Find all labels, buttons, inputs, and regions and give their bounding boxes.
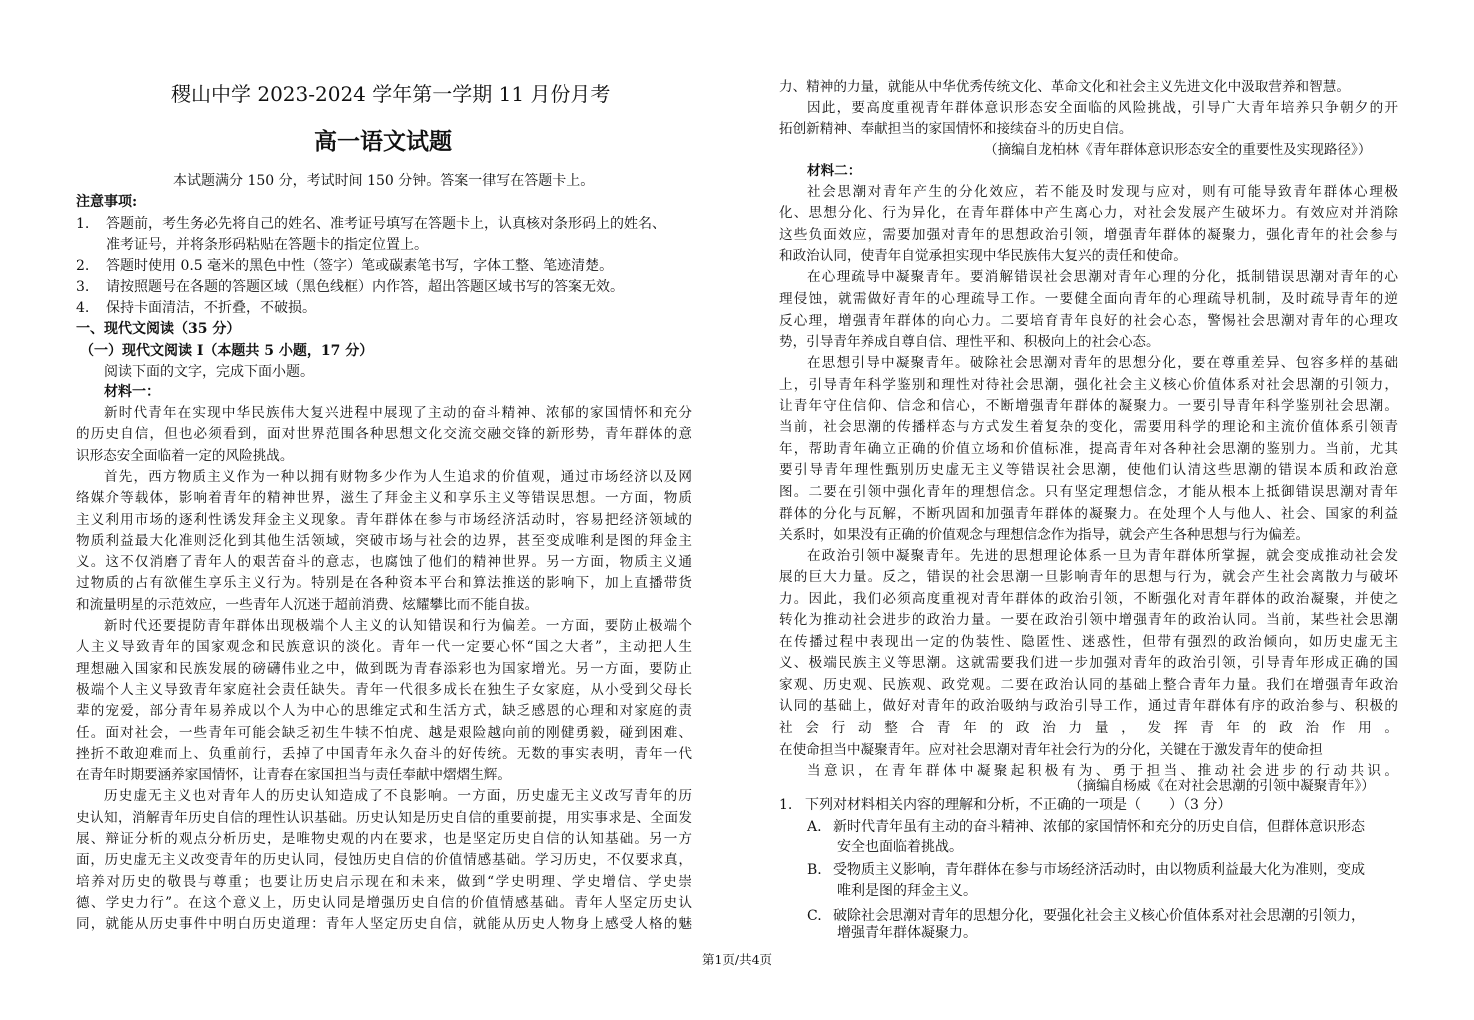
exam-info: 本试题满分 150 分，考试时间 150 分钟。答案一律写在答题卡上。 xyxy=(173,173,595,189)
text-line: 展、辩证分析的观点分析历史，是唯物史观的内在要求，也是坚定历史自信的认知基础。另一方 xyxy=(76,831,692,847)
text-line: 和流量明星的示范效应，一些青年人沉迷于超前消费、炫耀攀比而不能自拔。 xyxy=(76,596,539,613)
text-line: 家观、历史观、民族观、政党观。二要在政治认同的基础上整合青年力量。我们在增强青年政治 xyxy=(779,677,1398,693)
text-line: 培养对历史的敬畏与尊重；也要让历史启示现在和未来，做到“学史明理、学史增信、学史崇 xyxy=(76,873,692,890)
source-citation: （摘编自龙柏林《青年群体意识形态安全的重要性及实现路径》） xyxy=(984,142,1372,158)
exam-title: 高一语文试题 xyxy=(314,128,452,155)
instruction: 阅读下面的文字，完成下面小题。 xyxy=(104,364,314,380)
text-line: 和政治认同，使青年自觉承担实现中华民族伟大复兴的责任和使命。 xyxy=(779,248,1187,264)
question-number: 1. xyxy=(779,797,793,813)
text-line: 因此，要高度重视青年群体意识形态安全面临的风险挑战，引导广大青年培养只争朝夕的开 xyxy=(807,100,1398,116)
text-line: 面，历史虚无主义改变青年的历史认同，侵蚀历史自信的价值情感基础。学习历史，不仅要求真， xyxy=(76,852,692,869)
page-footer: 第1页/共4页 xyxy=(701,952,773,967)
text-line: 主义利用市场的逐利性诱发拜金主义现象。青年群体在参与市场经济活动时，容易把经济领域的 xyxy=(76,511,692,528)
text-line: 当前，社会思潮的传播样态与方式发生着复杂的变化，需要用科学的理论和主流价值体系引领青 xyxy=(779,419,1398,435)
text-line: 化、思想分化、行为异化，在青年群体中产生离心力，对社会发展产生破坏力。有效应对并消除 xyxy=(779,205,1398,221)
notice-item: 答题时使用 0.5 毫米的黑色中性（签字）笔或碳素笔书写，字体工整、笔迹清楚。 xyxy=(106,258,614,274)
text-line: 势，引导青年养成自尊自信、理性平和、积极向上的社会心态。 xyxy=(779,334,1160,350)
notice-num: 1. xyxy=(76,216,90,232)
text-line: 关系时，如果没有正确的价值观念与理想信念作为指导，就会产生各种思想与行为偏差。 xyxy=(779,527,1310,543)
text-line: 年，帮助青年确立正确的价值立场和价值标准，提高青年对各种社会思潮的鉴别力。当前，尤其 xyxy=(779,441,1398,457)
text-line: 图。二要在引领中强化青年的理想信念。只有坚定理想信念，才能从根本上抵御错误思潮对青年 xyxy=(779,484,1398,500)
text-line: 辈的宠爱，部分青年易养成以个人为中心的思维定式和生活方式，缺乏感恩的心理和对家庭的责 xyxy=(76,703,692,720)
text-line: 历史虚无主义也对青年人的历史认知造成了不良影响。一方面，历史虚无主义改写青年的历 xyxy=(104,788,692,805)
text-line: 在传播过程中表现出一定的伪装性、隐匿性、迷惑性，但带有强烈的政治倾向，如历史虚无主 xyxy=(779,634,1398,650)
material-label: 材料二： xyxy=(807,163,862,179)
text-line: 在青年时期要涵养家国情怀，让青春在家国担当与责任奉献中熠熠生辉。 xyxy=(76,767,511,784)
text-line: 识形态安全面临着一定的风险挑战。 xyxy=(76,447,294,464)
school-title: 稷山中学 2023-2024 学年第一学期 11 月份月考 xyxy=(171,82,611,106)
option-letter: B. xyxy=(807,862,822,878)
text-line: 理侵蚀，就需做好青年的心理疏导工作。一要健全面向青年的心理疏导机制，及时疏导青年的逆 xyxy=(779,291,1398,307)
text-line: 德、学史力行”。在这个意义上，历史认同是增强历史自信的价值情感基础。青年人坚定历史认 xyxy=(76,894,692,911)
text-line: 要引导青年理性甄别历史虚无主义等错误社会思潮，使他们认清这些思潮的错误本质和政治意 xyxy=(779,462,1398,478)
option-text: 安全也面临着挑战。 xyxy=(837,839,963,855)
option-letter: C. xyxy=(807,908,822,924)
text-line: 当意识，在青年群体中凝聚起积极有为、勇于担当、推动社会进步的行动共识。 xyxy=(807,763,1398,779)
notice-item: 准考证号，并将条形码粘贴在答题卡的指定位置上。 xyxy=(106,237,428,253)
text-line: 首先，西方物质主义作为一种以拥有财物多少作为人生追求的价值观，通过市场经济以及网 xyxy=(104,468,692,485)
text-line: 义、极端民族主义等思潮。这就需要我们进一步加强对青年的政治引领，引导青年形成正确的国 xyxy=(779,655,1398,671)
text-line: 挫折不敢迎难而上、负重前行，丢掉了中国青年永久奋斗的好传统。无数的事实表明，青年一代 xyxy=(76,745,692,762)
text-line: 理想融入国家和民族发展的磅礴伟业之中，做到既为青春添彩也为国家增光。另一方面，要防止 xyxy=(76,660,692,677)
text-line: 新时代还要提防青年群体出现极端个人主义的认知错误和行为偏差。一方面，要防止极端个 xyxy=(104,618,692,634)
text-line: 物质利益最大化准则泛化到其他生活领域，突破市场与社会的边界，甚至变成唯利是图的拜金主 xyxy=(76,532,692,549)
text-line: 的历史自信，但也必须看到，面对世界范围各种思想文化交流交融交锋的新形势，青年群体的意 xyxy=(76,426,692,443)
text-line: 群体的分化与瓦解，不断巩固和加强青年群体的凝聚力。在处理个人与他人、社会、国家的利益 xyxy=(779,506,1398,522)
text-line: 力。因此，我们必须高度重视对青年群体的政治引领，不断强化对青年群体的政治凝聚，并使之 xyxy=(779,591,1398,607)
text-line: 同，就能从历史事件中明白历史道理：青年人坚定历史自信，就能从历史人物身上感受人格的魅 xyxy=(76,916,692,933)
material-label: 材料一： xyxy=(104,384,160,400)
option-letter: A. xyxy=(807,819,822,835)
option-text: 破除社会思潮对青年的思想分化，要强化社会主义核心价值体系对社会思潮的引领力， xyxy=(833,908,1365,924)
option-text: 新时代青年虽有主动的奋斗精神、浓郁的家国情怀和充分的历史自信，但群体意识形态 xyxy=(833,819,1365,835)
text-line: 反心理，增强青年群体的向心力。二要培育青年良好的社会心态，警惕社会思潮对青年的心理攻 xyxy=(779,313,1398,329)
text-line: 在政治引领中凝聚青年。先进的思想理论体系一旦为青年群体所掌握，就会变成推动社会发 xyxy=(807,548,1398,564)
text-line: 人主义导致青年的国家观念和民族意识的淡化。青年一代一定要心怀“国之大者”，主动把人生 xyxy=(76,639,692,656)
section-heading: 一、现代文阅读（35 分） xyxy=(76,321,241,337)
text-line: 拓创新精神、奉献担当的家国情怀和接续奋斗的历史自信。 xyxy=(779,121,1133,137)
text-line: 过物质的占有欲催生享乐主义行为。特别是在各种资本平台和算法推送的影响下，加上直播带货 xyxy=(76,575,692,592)
text-line: 在使命担当中凝聚青年。应对社会思潮对青年社会行为的分化，关键在于激发青年的使命担 xyxy=(779,742,1323,758)
option-text: 受物质主义影响，青年群体在参与市场经济活动时，由以物质利益最大化为准则，变成 xyxy=(833,862,1365,878)
text-line: 力、精神的力量，就能从中华优秀传统文化、革命文化和社会主义先进文化中汲取营养和智慧。 xyxy=(779,79,1350,95)
text-line: 新时代青年在实现中华民族伟大复兴进程中展现了主动的奋斗精神、浓郁的家国情怀和充分 xyxy=(104,405,692,421)
text-line: 展的巨大力量。反之，错误的社会思潮一旦影响青年的思想与行为，就会产生社会离散力与破坏 xyxy=(779,569,1398,585)
text-line: 社会思潮对青年产生的分化效应，若不能及时发现与应对，则有可能导致青年群体心理极 xyxy=(807,184,1398,200)
notice-num: 4. xyxy=(76,300,90,316)
notice-item: 保持卡面清洁，不折叠，不破损。 xyxy=(106,300,316,316)
notice-num: 3. xyxy=(76,279,90,295)
question-stem: 下列对材料相关内容的理解和分析，不正确的一项是（ ）（3 分） xyxy=(805,797,1232,813)
notice-item: 答题前，考生务必先将自己的姓名、准考证号填写在答题卡上，认真核对条形码上的姓名、 xyxy=(106,216,666,232)
text-line: 极端个人主义导致青年家庭社会责任缺失。青年一代很多成长在独生子女家庭，从小受到父母长 xyxy=(76,681,692,698)
source-citation: （摘编自杨威《在对社会思潮的引领中凝聚青年》） xyxy=(1069,778,1375,794)
text-line: 转化为推动社会进步的政治力量。一要在政治引领中增强青年的政治认同。当前，某些社会思潮 xyxy=(779,612,1398,628)
notice-item: 请按照题号在各题的答题区域（黑色线框）内作答，超出答题区域书写的答案无效。 xyxy=(106,279,624,295)
text-line: 络媒介等载体，影响着青年的精神世界，滋生了拜金主义和享乐主义等错误思想。一方面，物质 xyxy=(76,490,692,507)
notice-num: 2. xyxy=(76,258,90,274)
option-text: 唯利是图的拜金主义。 xyxy=(837,883,977,899)
option-text: 增强青年群体凝聚力。 xyxy=(837,925,977,941)
subsection-heading: （一）现代文阅读 I（本题共 5 小题，17 分） xyxy=(80,343,374,359)
text-line: 义。这不仅消磨了青年人的艰苦奋斗的意志，也腐蚀了他们的精神世界。另一方面，物质主义通 xyxy=(76,554,692,571)
text-line: 在思想引导中凝聚青年。破除社会思潮对青年的思想分化，要在尊重差异、包容多样的基础 xyxy=(807,355,1398,371)
text-line: 认同的基础上，做好对青年的政治吸纳与政治引导工作，通过青年群体有序的政治参与、积极的 xyxy=(779,698,1398,714)
notice-heading: 注意事项: xyxy=(76,194,138,210)
text-line: 任。面对社会，一些青年可能会缺乏初生牛犊不怕虎、越是艰险越向前的刚健勇毅，碰到困难、 xyxy=(76,724,692,741)
text-line: 社会行动整合青年的政治力量，发挥青年的政治作用。 xyxy=(779,720,1398,736)
text-line: 这些负面效应，需要加强对青年的思想政治引领，增强青年群体的凝聚力，强化青年的社会参与 xyxy=(779,227,1398,243)
text-line: 让青年守住信仰、信念和信心，不断增强青年群体的凝聚力。一要引导青年科学鉴别社会思潮。 xyxy=(779,398,1398,414)
text-line: 在心理疏导中凝聚青年。要消解错误社会思潮对青年心理的分化，抵制错误思潮对青年的心 xyxy=(807,269,1398,285)
text-line: 史认知，消解青年历史自信的理性认识基础。历史认知是历史自信的重要前提，用实事求是、全面发 xyxy=(76,809,692,826)
text-line: 上，引导青年科学鉴别和理性对待社会思潮，强化社会主义核心价值体系对社会思潮的引领力， xyxy=(779,377,1398,393)
